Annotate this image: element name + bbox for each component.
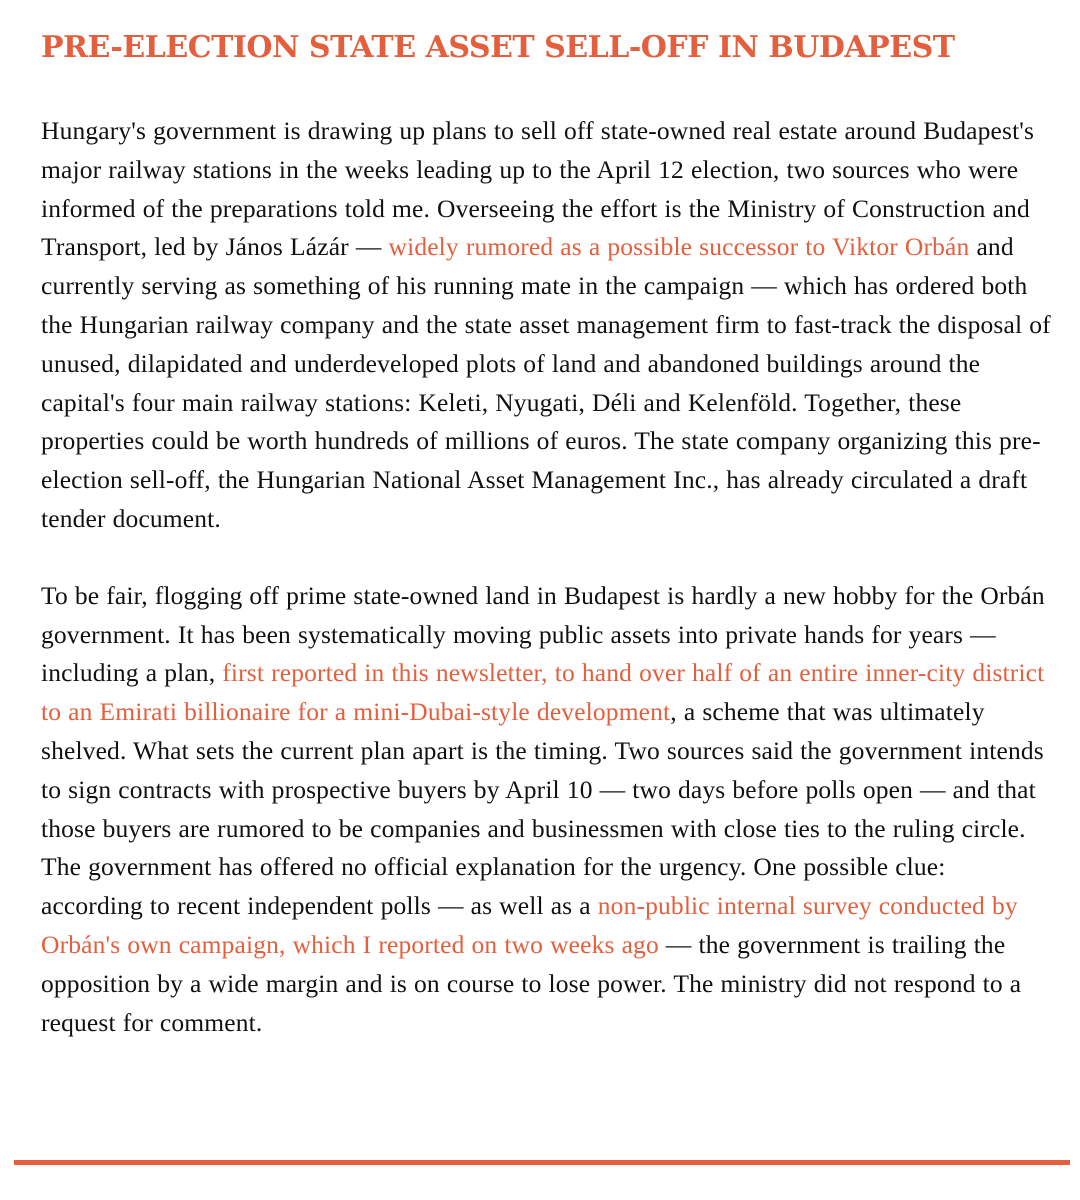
internal-survey-report-link[interactable]: non-public internal survey conducted by Orbán's own campaign, which I reported on two weeks ago — [41, 891, 1018, 959]
paragraph-2-text-b: , a scheme that was ultimately shelved. What sets the current plan apart is the timing. Two sources said the government intends to sign contracts with prospective buyers by April 10 — two days before polls open — and that those buyers are rumored to be companies and businessmen with close ties to the ruling circle. The government has offered no official explanation for the urgency. One possible clue: according to recent independent polls — as well as a — [41, 697, 1044, 921]
paragraph-2-text-c: — the government is trailing the opposition by a wide margin and is on course to lose power. The ministry did not respond to a request for comment. — [41, 929, 1022, 1037]
paragraph-2-text-a: To be fair, flogging off prime state-owned land in Budapest is hardly a new hobby for the Orbán government. It has been systematically moving public assets into private hands for years — including a plan, — [41, 580, 1045, 688]
article — [41, 26, 1051, 1042]
emirati-billionaire-report-link[interactable]: first reported in this newsletter, to hand over half of an entire inner-city district to an Emirati billionaire for a mini-Dubai-style development — [41, 658, 1045, 727]
paragraph-1-text-b: and currently serving as something of his running mate in the campaign — which has ordered both the Hungarian railway company and the state asset management firm to fast-track the disposal of unused, dilapidated and underdeveloped plots of land and abandoned buildings around the capital's four main railway stations: Keleti, Nyugati, Déli and Kelenföld. Together, these properties could be worth hundreds of millions of euros. The state company organizing this pre-election sell-off, the Hungarian National Asset Management Inc., has already circulated a draft tender document. — [41, 232, 1051, 533]
article-paragraph-2 — [41, 577, 1051, 1043]
successor-rumor-link[interactable]: widely rumored as a possible successor to Viktor Orbán — [388, 232, 970, 262]
section-divider — [14, 1160, 1070, 1165]
article-headline: PRE-ELECTION STATE ASSET SELL-OFF IN BUDAPEST — [41, 30, 955, 65]
paragraph-1-text-a: Hungary's government is drawing up plans to sell off state-owned real estate around Budapest's major railway stations in the weeks leading up to the April 12 election, two sources who were informed of the preparations told me. Overseeing the effort is the Ministry of Construction and Transport, led by János Lázár — — [41, 116, 1035, 262]
article-paragraph-1 — [41, 112, 1051, 539]
